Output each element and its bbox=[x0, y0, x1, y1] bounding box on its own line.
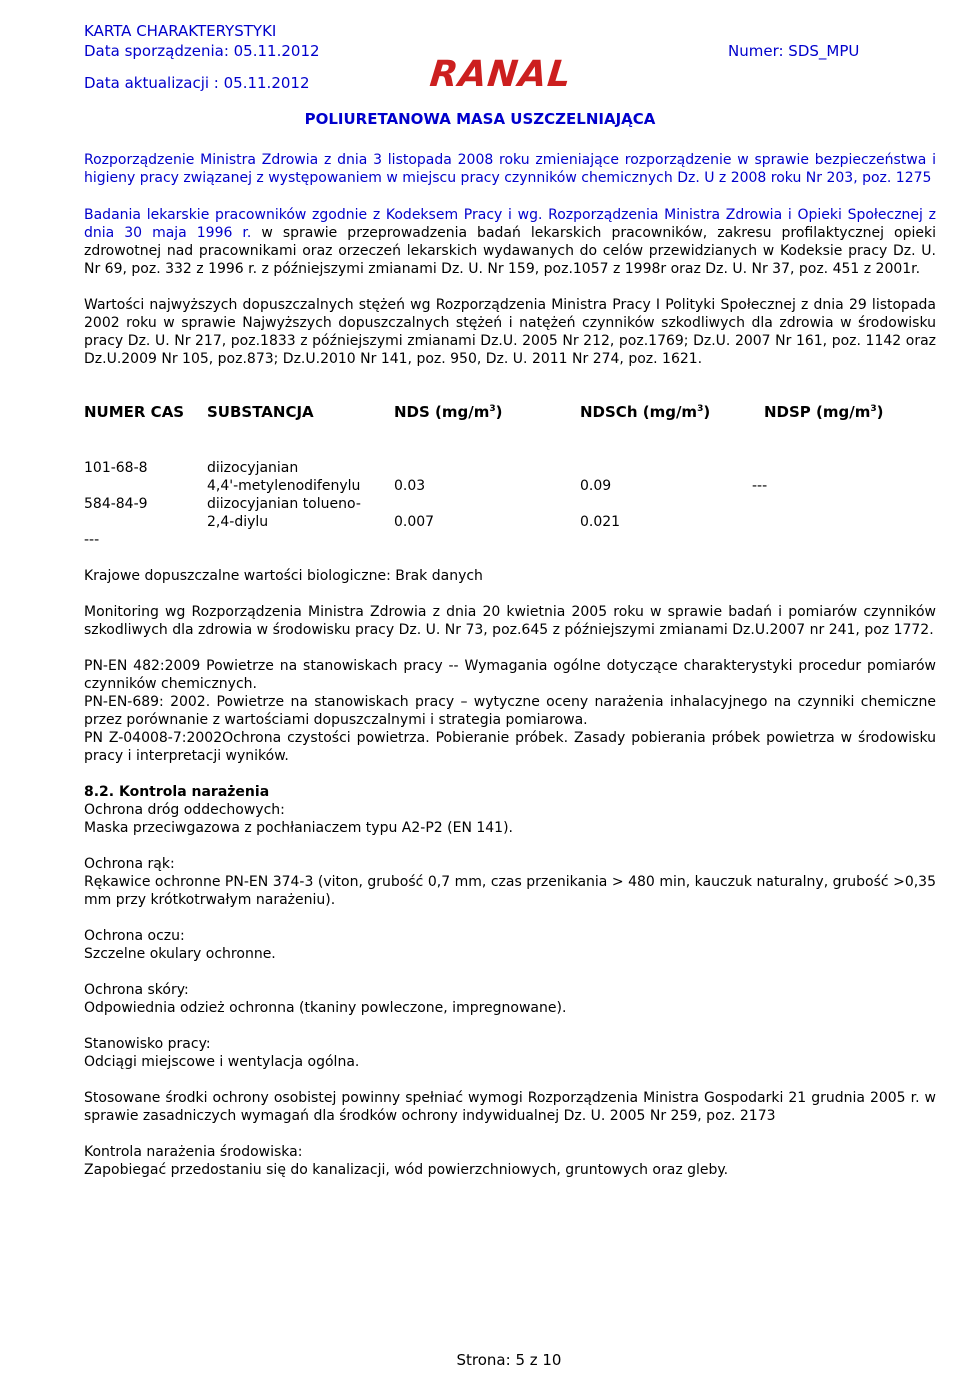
regulation-paragraph-2-rest: w sprawie przeprowadzenia badań lekarskich pracowników, zakresu profilaktycznej opieki zdrowotnej nad pracownikami oraz orzeczeń lekarskich wydawanych do celów przewidzianych w Kodeksie pracy Dz. U. Nr 69, poz. 332 z 1996 r. z późniejszymi zmianami Dz. U. Nr 159, poz.1057 z 1998r oraz Dz. U. Nr 37, poz. 451 z 2001r. bbox=[84, 225, 936, 277]
row-2-name-line-2: 2,4-diylu bbox=[207, 514, 269, 530]
column-header-substance: SUBSTANCJA bbox=[207, 403, 314, 421]
monitoring-paragraph-4: PN Z-04008-7:2002Ochrona czystości powietrza. Pobieranie próbek. Zasady pobierania próbek powietrza w środowisku pracy i interpretacji wyników. bbox=[84, 730, 936, 764]
respiratory-value: Maska przeciwgazowa z pochłaniaczem typu A2-P2 (EN 141). bbox=[84, 820, 513, 836]
row-1-ndsp: --- bbox=[752, 478, 768, 494]
monitoring-paragraph-1: Monitoring wg Rozporządzenia Ministra Zdrowia z dnia 20 kwietnia 2005 roku w sprawie badań i pomiarów czynników szkodliwych dla zdrowia w środowisku pracy Dz. U. Nr 73, poz.645 z późniejszymi zmianami Dz.U.2007 nr 241, poz 1772. bbox=[84, 604, 936, 638]
ndsch-label: NDSCh (mg/m bbox=[580, 403, 698, 421]
row-1-name-line-2: 4,4'-metylenodifenylu bbox=[207, 478, 361, 494]
section-heading: 8.2. Kontrola narażenia bbox=[84, 784, 270, 800]
row-2-ndsch: 0.021 bbox=[580, 514, 621, 530]
ndsch-sup: 3 bbox=[697, 404, 704, 414]
environment-label: Kontrola narażenia środowiska: bbox=[84, 1144, 303, 1160]
document-number: Numer: SDS_MPU bbox=[728, 42, 860, 60]
nds-close: ) bbox=[495, 403, 503, 421]
row-1-ndsch: 0.09 bbox=[580, 478, 612, 494]
row-1-cas: 101-68-8 bbox=[84, 460, 148, 476]
regulation-paragraph-2-lead: Badania lekarskie pracowników zgodnie z Kodeksem Pracy i wg. Rozporządzenia Ministra Zdrowia i Opieki Społecznej z dnia 30 maja 1996 r. bbox=[84, 207, 936, 241]
ndsch-close: ) bbox=[703, 403, 711, 421]
row-2-nds: 0.007 bbox=[394, 514, 435, 530]
ndsp-sup: 3 bbox=[870, 404, 877, 414]
document-type: KARTA CHARAKTERYSTYKI bbox=[84, 22, 277, 40]
environment-value: Zapobiegać przedostaniu się do kanalizacji, wód powierzchniowych, gruntowych oraz gleby. bbox=[84, 1162, 729, 1178]
column-header-cas: NUMER CAS bbox=[84, 403, 185, 421]
ppe-requirements: Stosowane środki ochrony osobistej powinny spełniać wymogi Rozporządzenia Ministra Gospodarki 21 grudnia 2005 r. w sprawie zasadniczych wymagań dla środków ochrony indywidualnej Dz. U. 2005 Nr 259, poz. 2173 bbox=[84, 1090, 936, 1124]
eyes-value: Szczelne okulary ochronne. bbox=[84, 946, 276, 962]
ndsp-close: ) bbox=[876, 403, 884, 421]
eyes-label: Ochrona oczu: bbox=[84, 928, 185, 944]
nds-sup: 3 bbox=[489, 404, 496, 414]
column-header-ndsch bbox=[580, 403, 710, 421]
workplace-label: Stanowisko pracy: bbox=[84, 1036, 211, 1052]
row-1-name-line-1: diizocyjanian bbox=[207, 460, 299, 476]
hands-label: Ochrona rąk: bbox=[84, 856, 175, 872]
monitoring-paragraph-3: PN-EN-689: 2002. Powietrze na stanowiskach pracy – wytyczne oceny narażenia inhalacyjnego na czynniki chemiczne przez porównanie z wartościami dopuszczalnymi i strategia pomiarowa. bbox=[84, 694, 936, 728]
regulation-paragraph-1: Rozporządzenie Ministra Zdrowia z dnia 3 listopada 2008 roku zmieniające rozporządzenie w sprawie bezpieczeństwa i higieny pracy związanej z występowaniem w miejscu pracy czynników chemicznych Dz. U z 2008 roku Nr 203, poz. 1275 bbox=[84, 152, 936, 186]
creation-date: Data sporządzenia: 05.11.2012 bbox=[84, 42, 320, 60]
regulation-paragraph-3: Wartości najwyższych dopuszczalnych stężeń wg Rozporządzenia Ministra Pracy I Polityki Społecznej z dnia 29 listopada 2002 roku w sprawie Najwyższych dopuszczalnych stężeń i natężeń czynników szkodliwych dla zdrowia w środowisku pracy Dz. U. Nr 217, poz.1833 z późniejszymi zmianami Dz.U. 2005 Nr 212, poz.1769; Dz.U. 2007 Nr 161, poz. 1142 oraz Dz.U.2009 Nr 105, poz.873; Dz.U.2010 Nr 141, poz. 950, Dz. U. 2011 Nr 274, poz. 1621. bbox=[84, 297, 936, 367]
page-number: Strona: 5 z 10 bbox=[456, 1351, 562, 1369]
column-header-nds bbox=[394, 403, 503, 421]
table-trailing-dash: --- bbox=[84, 532, 100, 548]
hands-value: Rękawice ochronne PN-EN 374-3 (viton, grubość 0,7 mm, czas przenikania > 480 min, kauczuk naturalny, grubość >0,35 mm przy krótkotrwałym narażeniu). bbox=[84, 874, 936, 908]
workplace-value: Odciągi miejscowe i wentylacja ogólna. bbox=[84, 1054, 360, 1070]
update-date: Data aktualizacji : 05.11.2012 bbox=[84, 74, 310, 92]
monitoring-paragraph-2: PN-EN 482:2009 Powietrze na stanowiskach pracy -- Wymagania ogólne dotyczące charakterystyki procedur pomiarów czynników chemicznych. bbox=[84, 658, 936, 692]
column-header-ndsp bbox=[764, 403, 883, 421]
row-1-nds: 0.03 bbox=[394, 478, 426, 494]
regulation-paragraph-2 bbox=[84, 206, 936, 278]
biological-limits: Krajowe dopuszczalne wartości biologiczne: Brak danych bbox=[84, 568, 483, 584]
ndsp-label: NDSP (mg/m bbox=[764, 403, 871, 421]
skin-label: Ochrona skóry: bbox=[84, 982, 189, 998]
respiratory-label: Ochrona dróg oddechowych: bbox=[84, 802, 285, 818]
skin-value: Odpowiednia odzież ochronna (tkaniny powleczone, impregnowane). bbox=[84, 1000, 567, 1016]
nds-label: NDS (mg/m bbox=[394, 403, 490, 421]
ranal-logo: RANAL bbox=[427, 54, 574, 95]
row-2-cas: 584-84-9 bbox=[84, 496, 148, 512]
product-title: POLIURETANOWA MASA USZCZELNIAJĄCA bbox=[304, 110, 656, 128]
row-2-name-line-1: diizocyjanian tolueno- bbox=[207, 496, 361, 512]
